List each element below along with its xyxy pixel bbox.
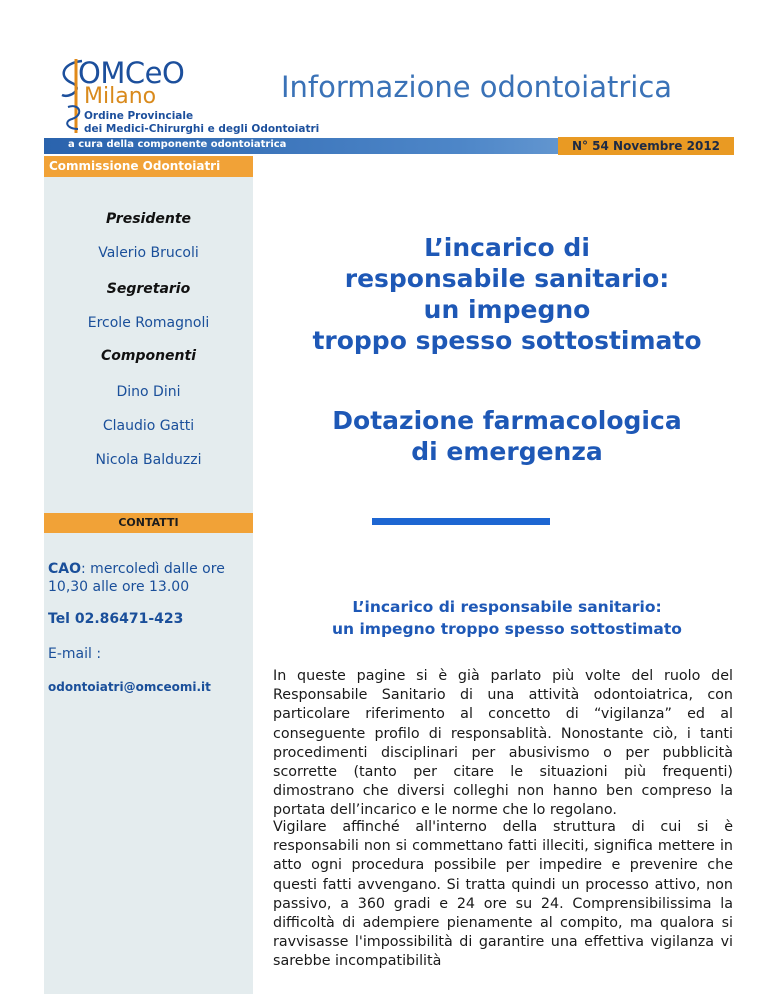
article-title-line: L’incarico di responsabile sanitario:	[352, 598, 662, 616]
email-link[interactable]: odontoiatri@omceomi.it	[48, 680, 211, 694]
headline-line: Dotazione farmacologica	[332, 406, 682, 435]
article-title-line: un impegno troppo spesso sottostimato	[332, 620, 682, 638]
second-headline	[262, 405, 752, 467]
main-headline	[262, 232, 752, 356]
article-title	[262, 596, 752, 640]
secretary-role: Segretario	[106, 281, 191, 297]
cao-label: CAO	[48, 561, 82, 577]
headline-line: di emergenza	[411, 437, 603, 466]
member-name: Claudio Gatti	[102, 418, 195, 434]
member-name: Nicola Balduzzi	[95, 452, 202, 468]
logo-city: Milano	[84, 84, 157, 109]
secretary-name: Ercole Romagnoli	[87, 315, 210, 331]
members-role: Componenti	[100, 348, 197, 364]
headline-line: L’incarico di	[424, 233, 590, 262]
newsletter-title: Informazione odontoiatrica	[281, 70, 673, 104]
logo-name: OMCeO	[78, 56, 185, 90]
president-name: Valerio Brucoli	[98, 245, 199, 261]
article-paragraph: Vigilare affinché all'interno della struttura di cui si è responsabili non si commettano fatti illeciti, significa mettere in atto ogni procedura possibile per impedire e prevenire che questi fatti avvengano. Si tratta quindi un processo attivo, non passivo, a 360 gradi e 24 ore su 24. Comprensibilissima la difficoltà di adempiere pienamente al compito, ma qualora si ravvisasse l'impossibilità di garantire una effettiva vigilanza vi sarebbe incompatibilità	[273, 819, 733, 970]
cao-hours	[48, 560, 253, 596]
phone-number: Tel 02.86471-423	[48, 611, 184, 627]
cao-text: : mercoledì dalle ore 10,30 alle ore 13.00	[48, 561, 225, 595]
member-name: Dino Dini	[116, 384, 181, 400]
headline-line: troppo spesso sottostimato	[312, 326, 702, 355]
logo-subtitle-1: Ordine Provinciale	[84, 110, 194, 122]
divider	[372, 518, 550, 525]
logo-subtitle-2: dei Medici-Chirurghi e degli Odontoiatri	[84, 123, 320, 135]
headline-line: responsabile sanitario:	[344, 264, 670, 293]
contacts-heading: CONTATTI	[44, 513, 253, 533]
sidebar-heading: Commissione Odontoiatri	[44, 156, 253, 177]
header-bar-text: a cura della componente odontoiatrica	[68, 139, 287, 150]
president-role: Presidente	[105, 211, 192, 227]
issue-badge: N° 54 Novembre 2012	[558, 137, 734, 155]
headline-line: un impegno	[423, 295, 591, 324]
article-paragraph: In queste pagine si è già parlato più volte del ruolo del Responsabile Sanitario di una attività odontoiatrica, con particolare riferimento al concetto di “vigilanza” ed al conseguente profilo di responsablità. Nonostante ciò, i tanti procedimenti disciplinari per abusivismo o per pubblicità scorrette (tanto per citare le situazioni più frequenti) dimostrano che diversi colleghi non hanno ben compreso la portata dell’incarico e le norme che lo regolano.	[273, 668, 733, 819]
email-label: E-mail :	[48, 646, 102, 662]
